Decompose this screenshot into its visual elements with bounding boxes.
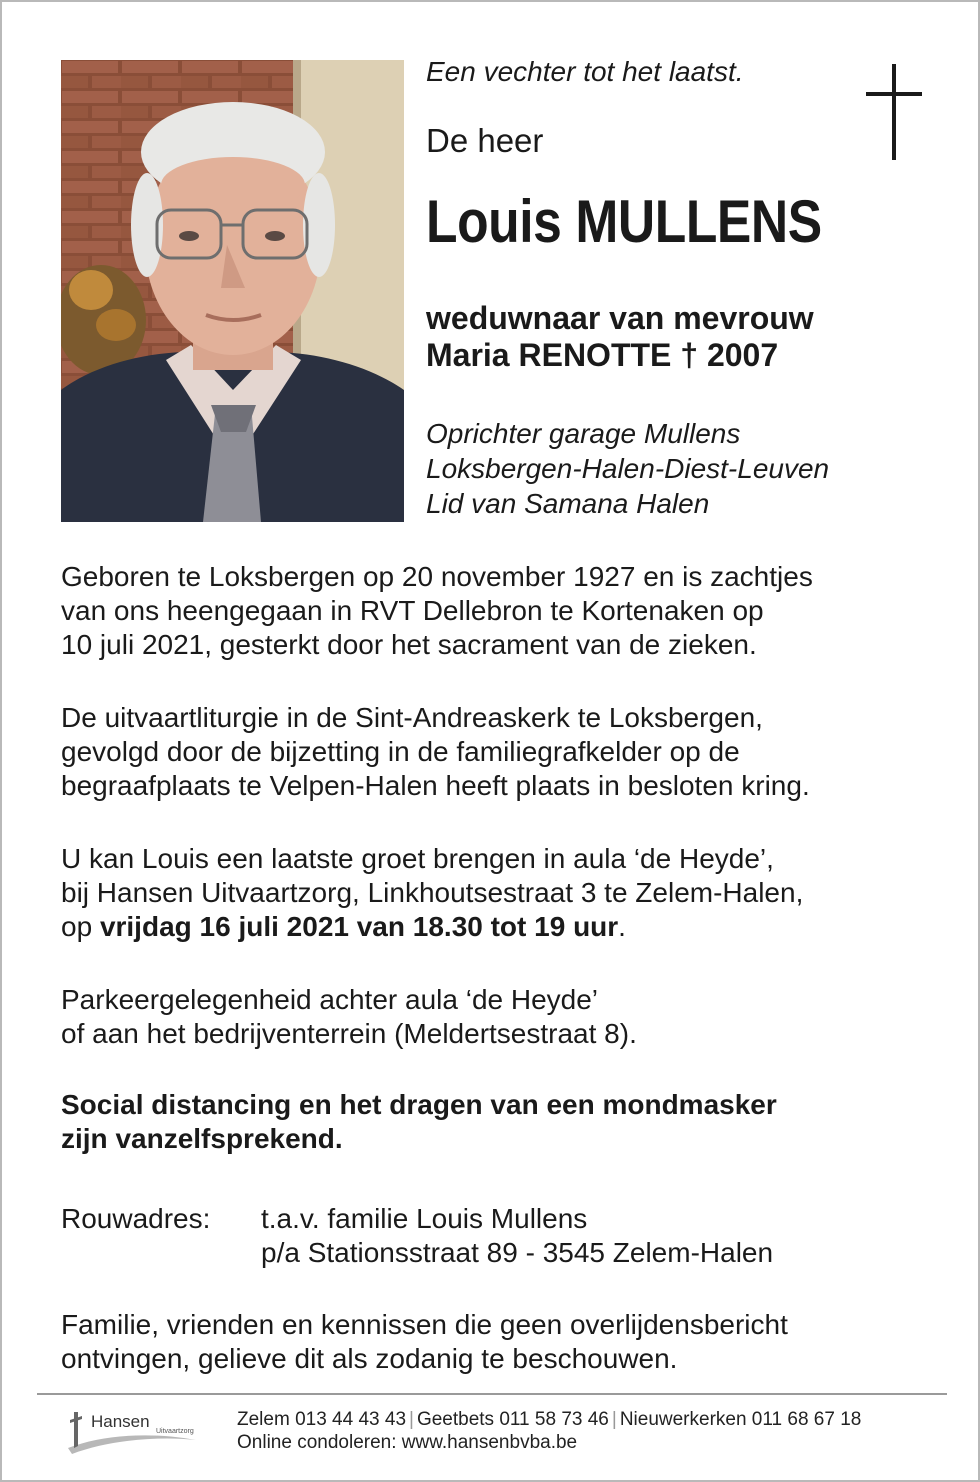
text-line: van ons heengegaan in RVT Dellebron te Kortenaken op <box>61 595 764 626</box>
text-line: begraafplaats te Velpen-Halen heeft plaats in besloten kring. <box>61 770 810 801</box>
funeral-paragraph <box>61 701 810 803</box>
text-line: De uitvaartliturgie in de Sint-Andreaskerk te Loksbergen, <box>61 702 763 733</box>
text-line: 10 juli 2021, gesterkt door het sacrament van de zieken. <box>61 629 757 660</box>
portrait-photo <box>61 60 404 522</box>
covid-notice <box>61 1088 777 1156</box>
phone-zelem: Zelem 013 44 43 43 <box>237 1409 407 1430</box>
phone-geetbets: Geetbets 011 58 73 46 <box>416 1409 609 1430</box>
phone-nieuwerkerken: Nieuwerkerken 011 68 67 18 <box>619 1409 862 1430</box>
condolence-website: Online condoleren: www.hansenbvba.be <box>237 1432 578 1453</box>
visit-prefix: op <box>61 911 100 942</box>
separator: | <box>611 1409 617 1430</box>
text-line: bij Hansen Uitvaartzorg, Linkhoutsestraat 3 te Zelem-Halen, <box>61 877 804 908</box>
footer-contact <box>237 1408 861 1454</box>
text-line: Familie, vrienden en kennissen die geen overlijdensbericht <box>61 1309 788 1340</box>
hansen-logo <box>64 1406 204 1456</box>
honorific: De heer <box>426 122 544 159</box>
footer-divider <box>37 1393 947 1395</box>
separator: | <box>409 1409 414 1430</box>
roles <box>426 416 829 521</box>
role-line: Lid van Samana Halen <box>426 488 710 519</box>
address-label: Rouwadres: <box>61 1203 211 1234</box>
motto: Een vechter tot het laatst. <box>426 56 744 87</box>
text-line: ontvingen, gelieve dit als zodanig te beschouwen. <box>61 1343 678 1374</box>
parking-paragraph <box>61 983 637 1051</box>
text-line: p/a Stationsstraat 89 - 3545 Zelem-Halen <box>261 1237 774 1268</box>
visitation-paragraph <box>61 842 803 944</box>
role-line: Loksbergen-Halen-Diest-Leuven <box>426 453 830 484</box>
text-line: U kan Louis een laatste groet brengen in aula ‘de Heyde’, <box>61 843 774 874</box>
text-line: Social distancing en het dragen van een mondmasker <box>61 1089 777 1120</box>
visit-suffix: . <box>618 911 626 942</box>
text-line: zijn vanzelfsprekend. <box>61 1123 343 1154</box>
address-lines <box>261 1202 773 1270</box>
spouse-line: Maria RENOTTE † 2007 <box>426 337 779 373</box>
deceased-name: Louis MULLENS <box>426 188 822 255</box>
widower-of <box>426 300 814 374</box>
visit-date: vrijdag 16 juli 2021 van 18.30 tot 19 uur <box>99 911 619 942</box>
birth-paragraph <box>61 560 813 662</box>
text-line: gevolgd door de bijzetting in de familiegrafkelder op de <box>61 736 740 767</box>
role-line: Oprichter garage Mullens <box>426 418 741 449</box>
cross-icon <box>866 64 922 160</box>
text-line: Geboren te Loksbergen op 20 november 1927 en is zachtjes <box>61 561 813 592</box>
closing-paragraph <box>61 1308 788 1376</box>
widower-line: weduwnaar van mevrouw <box>426 300 814 336</box>
portrait-illustration <box>61 60 404 522</box>
text-line: Parkeergelegenheid achter aula ‘de Heyde’ <box>61 984 599 1015</box>
logo-name: Hansen <box>91 1412 150 1431</box>
text-line: of aan het bedrijventerrein (Meldertsestraat 8). <box>61 1018 637 1049</box>
logo-subtitle: Uitvaartzorg <box>156 1428 194 1435</box>
text-line <box>61 910 803 944</box>
text-line: t.a.v. familie Louis Mullens <box>261 1203 588 1234</box>
phone-numbers <box>237 1408 861 1431</box>
